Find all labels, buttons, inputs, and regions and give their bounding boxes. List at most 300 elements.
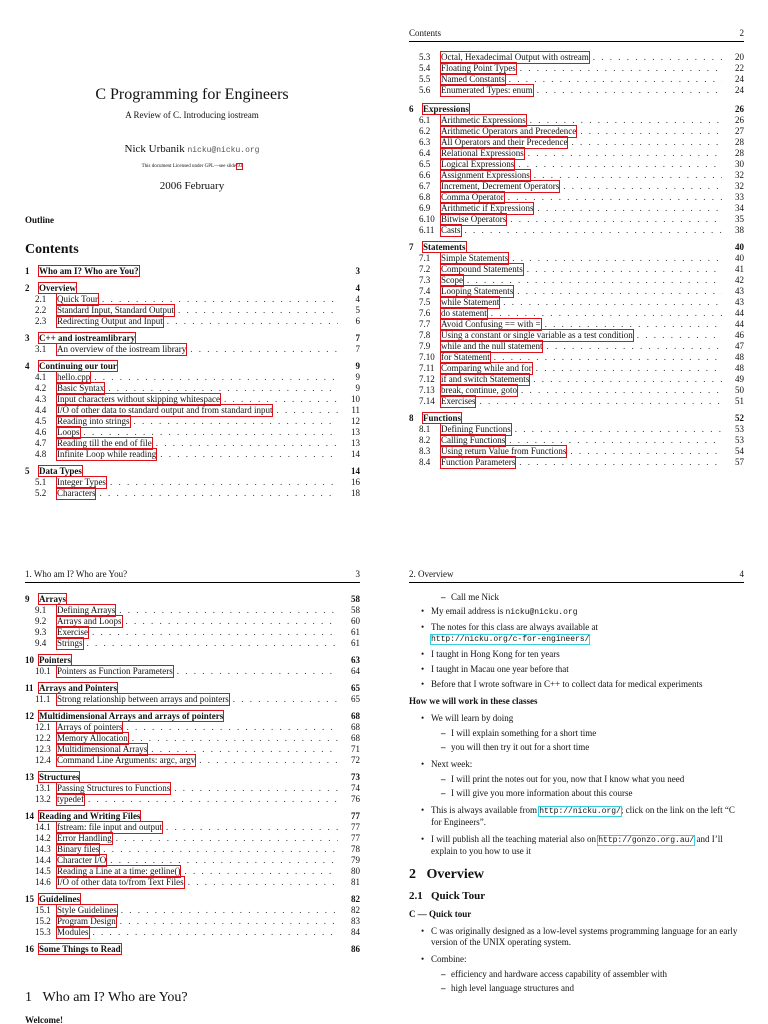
toc-entry-page: 51 bbox=[735, 396, 744, 406]
document-page-3 bbox=[0, 512, 384, 1024]
toc-entry-page: 33 bbox=[735, 192, 744, 202]
toc-entry-number: 6.7 bbox=[419, 181, 431, 191]
toc-entry-page: 48 bbox=[735, 352, 744, 362]
toc-continued bbox=[409, 52, 744, 96]
toc-section-link[interactable]: Who am I? Who are You? bbox=[39, 266, 139, 276]
toc-entry-link[interactable]: Program Design bbox=[57, 916, 116, 926]
toc-entry-link[interactable]: break, continue, goto bbox=[441, 385, 517, 395]
toc-entry-number: 6.6 bbox=[419, 170, 431, 180]
toc-entry-number: 7.14 bbox=[419, 396, 435, 406]
toc-entry-link[interactable]: Comma Operator bbox=[441, 192, 504, 202]
toc-entry-link[interactable]: if and switch Statements bbox=[441, 374, 530, 384]
toc-section-number: 2 bbox=[25, 283, 30, 293]
toc-section-title bbox=[39, 361, 342, 372]
toc-entry-link[interactable]: for Statement bbox=[441, 352, 490, 362]
toc-entry-link[interactable]: Reading till the end of file bbox=[57, 438, 152, 448]
toc-entry-link[interactable]: Scope bbox=[441, 275, 463, 285]
toc-entry-link[interactable]: Relational Expressions bbox=[441, 148, 524, 158]
toc-entry-link[interactable]: Style Guidelines bbox=[57, 905, 117, 915]
list-item: • Before that I wrote software in C++ to collect data for medical experiments bbox=[409, 679, 744, 690]
toc-entry bbox=[409, 457, 744, 468]
toc-leader bbox=[84, 427, 339, 438]
toc-section-page: 63 bbox=[351, 655, 360, 665]
toc-section-number: 10 bbox=[25, 655, 34, 665]
toc-section-number: 3 bbox=[25, 333, 30, 343]
toc-entry-page: 68 bbox=[351, 733, 360, 743]
toc-leader bbox=[94, 372, 338, 383]
toc-entry-page: 13 bbox=[351, 427, 360, 437]
toc-entry-page: 65 bbox=[351, 694, 360, 704]
page-number: 3 bbox=[355, 569, 360, 579]
toc-leader bbox=[530, 115, 722, 126]
toc-entry-number: 5.3 bbox=[419, 52, 431, 62]
toc-section-number: 1 bbox=[25, 266, 30, 276]
subsection-heading bbox=[409, 890, 744, 903]
toc-leader bbox=[637, 330, 722, 341]
toc-entry-link[interactable]: I/O of other data to standard output and from standard input bbox=[57, 405, 273, 415]
toc-entry-number: 12.3 bbox=[35, 744, 51, 754]
toc-leader bbox=[110, 855, 338, 866]
toc-entry-number: 5.6 bbox=[419, 85, 431, 95]
toc-entry bbox=[25, 927, 360, 938]
toc-entry-link[interactable]: Defining Functions bbox=[441, 424, 511, 434]
toc-entry-page: 9 bbox=[355, 372, 360, 382]
toc-section-page: 9 bbox=[355, 361, 360, 371]
toc-entry-page: 32 bbox=[735, 181, 744, 191]
toc-entry-link[interactable]: Arithmetic if Expressions bbox=[441, 203, 534, 213]
toc-entry bbox=[25, 372, 360, 383]
list-item: • C was originally designed as a low-level systems programming language for an early version of the UNIX operating system. bbox=[409, 926, 744, 948]
toc-entry bbox=[409, 308, 744, 319]
toc-entry-page: 43 bbox=[735, 286, 744, 296]
toc-section bbox=[25, 266, 360, 277]
section-title: Overview bbox=[426, 866, 485, 882]
toc-section-link[interactable]: Statements bbox=[423, 242, 466, 252]
toc-section-page: 73 bbox=[351, 772, 360, 782]
toc-entry-link[interactable]: Standard Input, Standard Output bbox=[57, 305, 174, 315]
toc-entry-number: 5.2 bbox=[35, 488, 47, 498]
toc-entry-link[interactable]: Modules bbox=[57, 927, 89, 937]
running-head: 1. Who am I? Who are You? bbox=[25, 569, 128, 579]
toc-entry-link[interactable]: typedef bbox=[57, 794, 84, 804]
toc-entry-number: 6.9 bbox=[419, 203, 431, 213]
toc-section-link[interactable]: Pointers bbox=[39, 655, 71, 665]
toc-entry-link[interactable]: Using return Value from Functions bbox=[441, 446, 567, 456]
toc-section bbox=[25, 683, 360, 694]
toc-entry bbox=[409, 126, 744, 137]
toc-entry-number: 14.6 bbox=[35, 877, 51, 887]
toc-section-link[interactable]: C++ and iostreamlibrary bbox=[39, 333, 136, 343]
toc-section-page: 68 bbox=[351, 711, 360, 721]
toc-entry bbox=[25, 605, 360, 616]
toc-entry bbox=[25, 822, 360, 833]
text: This is always available from bbox=[431, 804, 540, 815]
toc-section-number: 8 bbox=[409, 413, 414, 423]
toc-section-link[interactable]: Multidimensional Arrays and arrays of pointers bbox=[39, 711, 224, 721]
toc-entry-link[interactable]: Arithmetic Operators and Precedence bbox=[441, 126, 577, 136]
document-date: 2006 February bbox=[159, 180, 225, 192]
toc-entry bbox=[409, 424, 744, 435]
toc-entry bbox=[25, 905, 360, 916]
toc-entry bbox=[25, 733, 360, 744]
toc-entry bbox=[409, 363, 744, 374]
toc-section-link[interactable]: Reading and Writing Files bbox=[39, 811, 141, 821]
toc-entry-page: 26 bbox=[735, 115, 744, 125]
toc-entry-page: 41 bbox=[735, 264, 744, 274]
toc-entry-link[interactable]: Integer Types bbox=[57, 477, 106, 487]
toc-section bbox=[25, 466, 360, 477]
toc-leader bbox=[537, 85, 722, 96]
toc-entry-link[interactable]: Comparing while and for bbox=[441, 363, 532, 373]
toc-entry-number: 14.5 bbox=[35, 866, 51, 876]
toc-section-title bbox=[39, 655, 342, 666]
toc-section-number: 5 bbox=[25, 466, 30, 476]
toc-entry-number: 8.1 bbox=[419, 424, 431, 434]
notes-url-link[interactable]: http://nicku.org/c-for-engineers/ bbox=[431, 635, 590, 644]
toc-entry-link[interactable]: Arrays and Loops bbox=[57, 616, 122, 626]
toc-leader bbox=[120, 916, 338, 927]
toc-section-link[interactable]: Arrays bbox=[39, 594, 66, 604]
toc-entry-link[interactable]: Arithmetic Expressions bbox=[441, 115, 526, 125]
toc-entry-page: 4 bbox=[355, 294, 360, 304]
toc-entry bbox=[409, 85, 744, 96]
toc-entry-number: 7.7 bbox=[419, 319, 431, 329]
toc-leader bbox=[190, 344, 338, 355]
toc-entry-page: 22 bbox=[735, 63, 744, 73]
toc-entry-link[interactable]: Calling Functions bbox=[441, 435, 506, 445]
toc-entry-link[interactable]: Character I/O bbox=[57, 855, 107, 865]
toc-section-link[interactable]: Overview bbox=[39, 283, 76, 293]
email-label: My email address is bbox=[431, 606, 506, 616]
toc-entry bbox=[409, 264, 744, 275]
list-item: • Next week: bbox=[409, 759, 744, 770]
toc-entry-page: 83 bbox=[351, 916, 360, 926]
toc-leader bbox=[119, 605, 338, 616]
toc-entry bbox=[25, 383, 360, 394]
toc-entry-link[interactable]: hello.cpp bbox=[57, 372, 91, 382]
toc-entry-number: 12.4 bbox=[35, 755, 51, 765]
toc-entry bbox=[409, 319, 744, 330]
section-number: 2 bbox=[409, 866, 416, 882]
toc-section-page: 14 bbox=[351, 466, 360, 476]
toc-entry-link[interactable]: Loops bbox=[57, 427, 80, 437]
toc-section-title bbox=[39, 711, 342, 722]
toc-entry-link[interactable]: Named Constants bbox=[441, 74, 505, 84]
toc-entry bbox=[25, 344, 360, 355]
toc-section-title bbox=[423, 104, 726, 115]
toc-entry-number: 7.2 bbox=[419, 264, 431, 274]
toc-entry-link[interactable]: Error Handling bbox=[57, 833, 112, 843]
toc-entry-link[interactable]: An overview of the iostream library bbox=[57, 344, 187, 354]
toc-entry-number: 9.1 bbox=[35, 605, 47, 615]
toc-leader bbox=[534, 170, 722, 181]
toc-entry bbox=[25, 916, 360, 927]
toc-entry-link[interactable]: Compound Statements bbox=[441, 264, 523, 274]
toc-entry-number: 4.8 bbox=[35, 449, 47, 459]
section-heading bbox=[25, 990, 188, 1007]
toc-entry bbox=[25, 449, 360, 460]
toc-leader bbox=[570, 446, 722, 457]
toc-section-page: 26 bbox=[735, 104, 744, 114]
toc-entry-link[interactable]: fstream: file input and output bbox=[57, 822, 162, 832]
toc-leader bbox=[93, 927, 339, 938]
author-email: nicku@nicku.org bbox=[187, 146, 260, 155]
toc-entry-page: 57 bbox=[735, 457, 744, 467]
toc-section-title bbox=[39, 811, 342, 822]
license-text: This document Licensed under GPL—see slide bbox=[141, 164, 237, 169]
toc-leader bbox=[528, 148, 722, 159]
toc-entry-number: 7.10 bbox=[419, 352, 435, 362]
toc-entry-link[interactable]: Pointers as Function Parameters bbox=[57, 666, 173, 676]
running-head: 2. Overview bbox=[409, 569, 454, 579]
toc-leader bbox=[160, 449, 338, 460]
toc-entry-page: 44 bbox=[735, 319, 744, 329]
toc-leader bbox=[537, 203, 722, 214]
toc-entry-link[interactable]: Assignment Expressions bbox=[441, 170, 530, 180]
toc-entry-number: 4.1 bbox=[35, 372, 47, 382]
toc-entry-page: 24 bbox=[735, 74, 744, 84]
toc-leader bbox=[515, 424, 722, 435]
toc-entry-link[interactable]: while and the null statement bbox=[441, 341, 543, 351]
toc-leader bbox=[92, 627, 338, 638]
toc-entry-number: 7.11 bbox=[419, 363, 435, 373]
toc-entry-link[interactable]: Octal, Hexadecimal Output with ostream bbox=[441, 52, 589, 62]
toc-entry bbox=[409, 253, 744, 264]
toc-entry-link[interactable]: Exercise bbox=[57, 627, 88, 637]
toc-entry-number: 6.10 bbox=[419, 214, 435, 224]
toc-leader bbox=[126, 616, 339, 627]
section-number: 1 bbox=[25, 990, 32, 1005]
toc-entry-link[interactable]: I/O of other data to/from Text Files bbox=[57, 877, 184, 887]
toc-entry-page: 81 bbox=[351, 877, 360, 887]
toc-page-3 bbox=[25, 594, 360, 955]
toc-page-2 bbox=[409, 104, 744, 468]
toc-entry bbox=[25, 416, 360, 427]
toc-entry-link[interactable]: Floating Point Types bbox=[441, 63, 516, 73]
toc-entry bbox=[25, 744, 360, 755]
toc-entry-number: 7.12 bbox=[419, 374, 435, 384]
list-item: – I will explain something for a short time bbox=[409, 728, 744, 739]
toc-leader bbox=[521, 385, 722, 396]
toc-entry-number: 7.5 bbox=[419, 297, 431, 307]
toc-entry bbox=[409, 225, 744, 236]
toc-entry bbox=[25, 833, 360, 844]
contents-heading: Contents bbox=[25, 242, 79, 257]
toc-section-number: 7 bbox=[409, 242, 414, 252]
nicku-url-link[interactable]: http://nicku.org/ bbox=[539, 806, 621, 816]
toc-section bbox=[409, 104, 744, 115]
text: and I’ll explain to you how to use it bbox=[431, 833, 723, 856]
toc-entry-number: 13.2 bbox=[35, 794, 51, 804]
subsection-title: Quick Tour bbox=[431, 889, 486, 902]
toc-entry-link[interactable]: Quick Tour bbox=[57, 294, 98, 304]
toc-entry-link[interactable]: Increment, Decrement Operators bbox=[441, 181, 560, 191]
toc-entry-number: 2.1 bbox=[35, 294, 47, 304]
toc-section-link[interactable]: Structures bbox=[39, 772, 80, 782]
toc-entry bbox=[25, 844, 360, 855]
toc-leader bbox=[465, 225, 722, 236]
toc-entry-page: 64 bbox=[351, 666, 360, 676]
toc-entry-page: 49 bbox=[735, 374, 744, 384]
list-item: – I will print the notes out for you, now that I know what you need bbox=[409, 774, 744, 785]
toc-entry-link[interactable]: Strong relationship between arrays and pointers bbox=[57, 694, 229, 704]
toc-section bbox=[409, 242, 744, 253]
toc-entry-link[interactable]: Memory Allocation bbox=[57, 733, 128, 743]
toc-entry-page: 82 bbox=[351, 905, 360, 915]
toc-entry-link[interactable]: Function Parameters bbox=[441, 457, 516, 467]
toc-entry-number: 8.2 bbox=[419, 435, 431, 445]
toc-entry-page: 53 bbox=[735, 424, 744, 434]
document-page-2 bbox=[384, 0, 768, 512]
toc-entry-number: 7.6 bbox=[419, 308, 431, 318]
toc-section-link[interactable]: Expressions bbox=[423, 104, 469, 114]
toc-entry bbox=[25, 477, 360, 488]
toc-entry bbox=[409, 330, 744, 341]
toc-entry bbox=[25, 694, 360, 705]
list-item bbox=[409, 606, 744, 618]
toc-section-title bbox=[39, 333, 342, 344]
toc-entry-page: 28 bbox=[735, 137, 744, 147]
toc-leader bbox=[571, 137, 722, 148]
toc-section-link[interactable]: Some Things to Read bbox=[39, 944, 121, 954]
toc-leader bbox=[174, 783, 338, 794]
toc-entry bbox=[409, 192, 744, 203]
toc-entry-number: 14.1 bbox=[35, 822, 51, 832]
toc-leader bbox=[166, 822, 338, 833]
toc-entry bbox=[25, 394, 360, 405]
toc-entry-link[interactable]: Characters bbox=[57, 488, 96, 498]
toc-entry-link[interactable]: Basic Syntax bbox=[57, 383, 105, 393]
toc-leader bbox=[177, 666, 338, 677]
toc-entry-link[interactable]: Simple Statements bbox=[441, 253, 509, 263]
toc-entry-link[interactable]: All Operators and their Precedence bbox=[441, 137, 568, 147]
email-address: nicku@nicku.org bbox=[505, 608, 578, 617]
gonzo-url-link[interactable]: http://gonzo.org.au/ bbox=[598, 835, 695, 845]
welcome-text: Welcome! bbox=[25, 1015, 63, 1024]
toc-entry bbox=[25, 638, 360, 649]
toc-leader bbox=[491, 308, 722, 319]
toc-entry-number: 15.1 bbox=[35, 905, 51, 915]
section-heading bbox=[409, 867, 744, 884]
toc-entry-link[interactable]: Defining Arrays bbox=[57, 605, 116, 615]
toc-entry-number: 11.1 bbox=[35, 694, 51, 704]
toc-leader bbox=[224, 394, 338, 405]
outline-label: Outline bbox=[25, 215, 55, 225]
page-header bbox=[25, 569, 360, 583]
toc-entry-link[interactable]: Binary files bbox=[57, 844, 100, 854]
toc-entry-link[interactable]: Bitwise Operators bbox=[441, 214, 507, 224]
toc-section-number: 4 bbox=[25, 361, 30, 371]
toc-entry-page: 72 bbox=[351, 755, 360, 765]
toc-leader bbox=[132, 733, 338, 744]
list-item bbox=[409, 805, 744, 828]
list-item: – high level language structures and bbox=[409, 983, 744, 994]
toc-entry-number: 4.5 bbox=[35, 416, 47, 426]
toc-entry-page: 6 bbox=[355, 316, 360, 326]
toc-entry-link[interactable]: Strings bbox=[57, 638, 83, 648]
toc-entry-link[interactable]: Logical Expressions bbox=[441, 159, 515, 169]
toc-section-link[interactable]: Guidelines bbox=[39, 894, 81, 904]
toc-entry bbox=[409, 137, 744, 148]
toc-section-link[interactable]: Functions bbox=[423, 413, 462, 423]
toc-section-page: 65 bbox=[351, 683, 360, 693]
toc-leader bbox=[99, 488, 338, 499]
toc-entry-link[interactable]: Looping Statements bbox=[441, 286, 514, 296]
toc-entry-number: 12.1 bbox=[35, 722, 51, 732]
author-line bbox=[0, 143, 384, 156]
toc-entry-link[interactable]: do statement bbox=[441, 308, 487, 318]
toc-entry bbox=[25, 755, 360, 766]
toc-entry bbox=[25, 794, 360, 805]
toc-entry-number: 4.3 bbox=[35, 394, 47, 404]
toc-leader bbox=[178, 305, 338, 316]
toc-leader bbox=[88, 794, 338, 805]
toc-section-page: 7 bbox=[355, 333, 360, 343]
toc-entry-link[interactable]: Input characters without skipping whitespace bbox=[57, 394, 220, 404]
toc-leader bbox=[167, 316, 338, 327]
toc-entry-link[interactable]: Redirecting Output and Input bbox=[57, 316, 163, 326]
toc-entry-number: 2.3 bbox=[35, 316, 47, 326]
toc-entry-page: 40 bbox=[735, 253, 744, 263]
toc-entry-link[interactable]: Multidimensional Arrays bbox=[57, 744, 148, 754]
toc-entry-link[interactable]: Enumerated Types: enum bbox=[441, 85, 533, 95]
toc-entry-link[interactable]: Exercises bbox=[441, 396, 476, 406]
page-header bbox=[409, 569, 744, 583]
toc-section-page: 3 bbox=[355, 266, 360, 276]
toc-entry bbox=[25, 877, 360, 888]
toc-section-link[interactable]: Continuing our tour bbox=[39, 361, 117, 371]
toc-entry bbox=[409, 214, 744, 225]
subsection-number: 2.1 bbox=[409, 889, 423, 902]
toc-leader bbox=[108, 383, 338, 394]
list-item: – Call me Nick bbox=[409, 592, 744, 603]
page-number: 2 bbox=[739, 28, 744, 38]
toc-entry-page: 46 bbox=[735, 330, 744, 340]
toc-entry-link[interactable]: Avoid Confusing == with = bbox=[441, 319, 541, 329]
list-item: • I taught in Macau one year before that bbox=[409, 664, 744, 675]
toc-leader bbox=[494, 352, 722, 363]
toc-entry bbox=[25, 666, 360, 677]
toc-entry-link[interactable]: Using a constant or single variable as a test condition bbox=[441, 330, 633, 340]
toc-section-number: 9 bbox=[25, 594, 30, 604]
toc-leader bbox=[102, 294, 338, 305]
toc-section-link[interactable]: Data Types bbox=[39, 466, 82, 476]
toc-leader bbox=[563, 181, 722, 192]
toc-leader bbox=[510, 214, 722, 225]
toc-entry-number: 15.2 bbox=[35, 916, 51, 926]
toc-entry-link[interactable]: Command Line Arguments: argc, argv bbox=[57, 755, 196, 765]
toc-entry-link[interactable]: Infinite Loop while reading bbox=[57, 449, 157, 459]
toc-entry bbox=[25, 438, 360, 449]
toc-entry bbox=[409, 52, 744, 63]
toc-section-link[interactable]: Arrays and Pointers bbox=[39, 683, 117, 693]
toc-entry bbox=[409, 115, 744, 126]
toc-entry-number: 6.3 bbox=[419, 137, 431, 147]
toc-entry bbox=[409, 396, 744, 407]
toc-entry-link[interactable]: while Statement bbox=[441, 297, 500, 307]
toc-entry-number: 5.1 bbox=[35, 477, 47, 487]
page-header bbox=[409, 28, 744, 42]
toc-entry-link[interactable]: Reading a Line at a time: getline() bbox=[57, 866, 181, 876]
license-slide-link[interactable]: 93 bbox=[237, 164, 243, 169]
toc-entry-link[interactable]: Casts bbox=[441, 225, 461, 235]
toc-entry-link[interactable]: Arrays of pointers bbox=[57, 722, 123, 732]
toc-entry-link[interactable]: Reading into strings bbox=[57, 416, 130, 426]
toc-entry-page: 28 bbox=[735, 148, 744, 158]
toc-entry-link[interactable]: Passing Structures to Functions bbox=[57, 783, 171, 793]
toc-leader bbox=[184, 866, 338, 877]
toc-entry bbox=[25, 855, 360, 866]
